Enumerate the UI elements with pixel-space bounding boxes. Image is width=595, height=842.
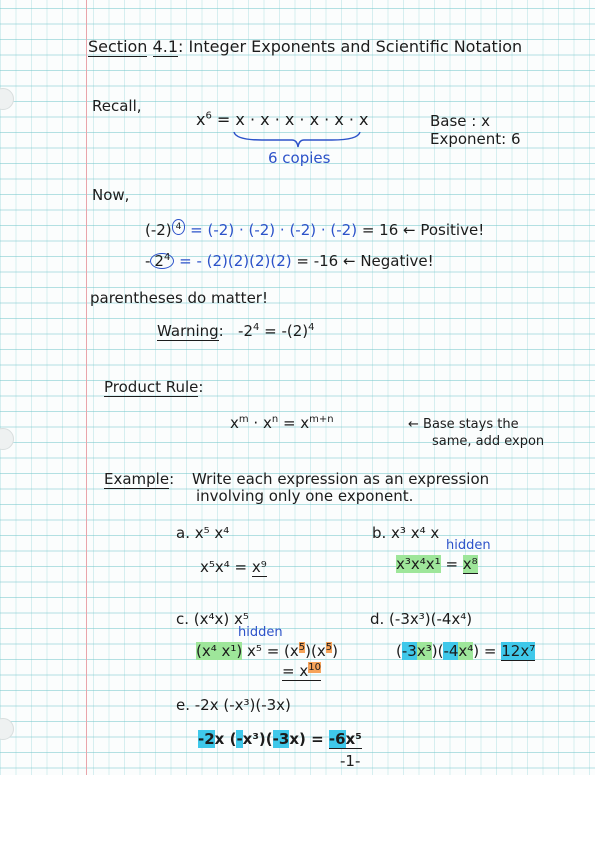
base-label: Base : x: [430, 112, 490, 130]
binder-hole: [0, 718, 14, 740]
answer-e: -2x (-x³)(-3x) = -6x⁵: [198, 730, 362, 748]
parentheses-note: parentheses do matter!: [90, 289, 268, 307]
copies-label: 6 copies: [268, 149, 331, 167]
product-rule-note-1: ← Base stays the: [408, 417, 519, 432]
problem-e: e. -2x (-x³)(-3x): [176, 696, 291, 714]
problem-a: a. x⁵ x⁴: [176, 524, 230, 542]
binder-hole: [0, 88, 14, 110]
recall-label: Recall,: [92, 97, 142, 115]
answer-a: x⁵x⁴ = x⁹: [200, 558, 267, 576]
underbrace: [232, 130, 362, 150]
title-section-word: Section: [88, 37, 148, 56]
hidden-note-c: hidden: [238, 625, 283, 640]
product-rule-heading: Product Rule:: [104, 378, 204, 396]
margin-line: [86, 0, 87, 842]
positive-example: (-2) $^4$ = (-2) · (-2) · (-2) · (-2) = 16 ← Positive!: [145, 221, 485, 239]
answer-c-result: = $x^{10}$: [282, 662, 321, 680]
title-section-number: 4.1: [152, 37, 178, 56]
exponent-label: Exponent: 6: [430, 130, 521, 148]
page-number: -1-: [340, 752, 361, 770]
now-label: Now,: [92, 186, 130, 204]
answer-d: (-3x³)(-4x⁴) = 12x⁷: [396, 642, 536, 660]
page-title: [88, 38, 522, 56]
title-text: : Integer Exponents and Scientific Notation: [178, 37, 523, 56]
negative-example: - $2^4$ = - (2)(2)(2)(2) = -16 ← Negative!: [145, 252, 434, 270]
example-instruction-2: involving only one exponent.: [196, 487, 414, 505]
answer-c: (x⁴ x¹) $x^5 = (x^5)(x^5)$: [196, 642, 338, 660]
problem-c: c. (x⁴x) x⁵: [176, 610, 249, 628]
answer-b: x³x⁴x¹ = x⁸: [396, 555, 478, 573]
binder-hole: [0, 428, 14, 450]
example-label: Example:: [104, 470, 175, 488]
example-instruction-1: Write each expression as an expression: [192, 470, 490, 488]
hidden-note-b: hidden: [446, 538, 491, 553]
bottom-margin: [0, 775, 595, 842]
product-rule-formula: $x^m \cdot x^n = x^{m+n}$: [230, 414, 334, 432]
problem-d: d. (-3x³)(-4x⁴): [370, 610, 473, 628]
recall-equation: $x^6 = x \cdot x \cdot x \cdot x \cdot x \cdot x$: [196, 110, 369, 129]
product-rule-note-2: same, add expon: [432, 434, 545, 449]
warning-line: Warning: $-2^4 = -(2)^4$: [157, 322, 315, 340]
problem-b: b. x³ x⁴ x: [372, 524, 440, 542]
